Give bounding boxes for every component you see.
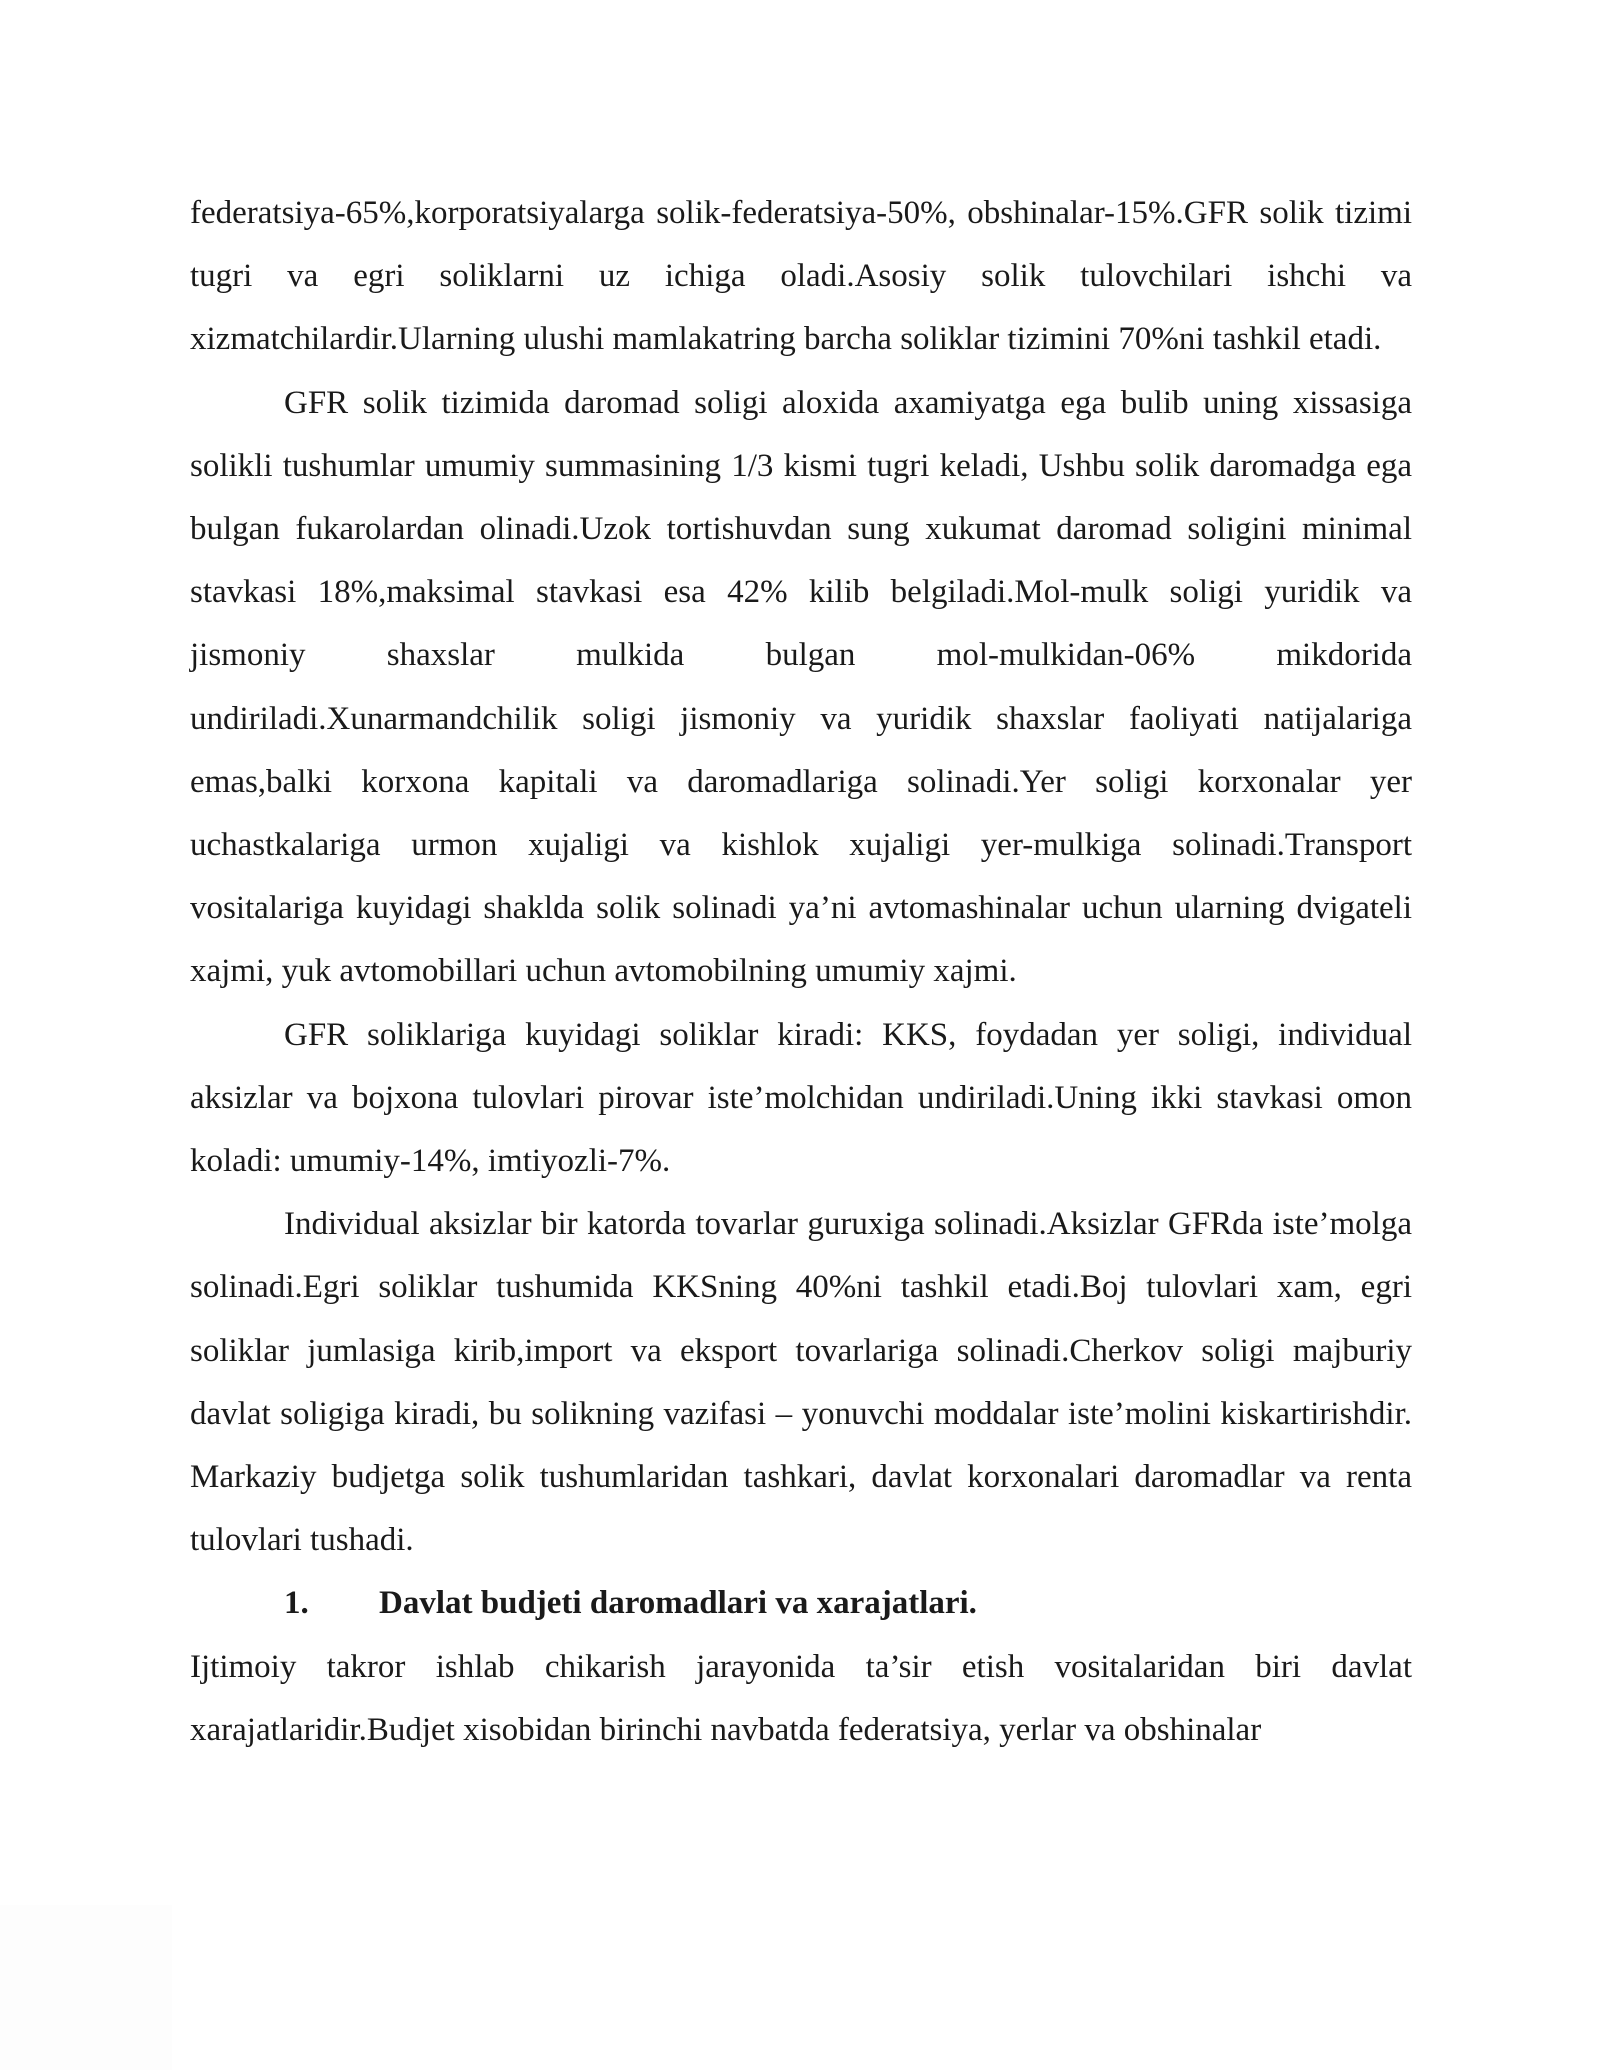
paragraph-closing: Ijtimoiy takror ishlab chikarish jarayonida ta’sir etish vositalaridan biri davlat xarajatlaridir.Budjet xisobidan birinchi navbatda federatsiya, yerlar va obshinalar: [190, 1648, 1412, 1748]
section-number: 1.: [284, 1585, 309, 1622]
page-margin-shade: [0, 1905, 172, 2070]
section-heading: [190, 1572, 1412, 1635]
paragraph-excise: Individual aksizlar bir katorda tovarlar guruxiga solinadi.Aksizlar GFRda iste’molga solinadi.Egri soliklar tushumida KKSning 40%ni tashkil etadi.Boj tulovlari xam, egri soliklar jumlasiga kirib,import va eksport tovarlariga solinadi.Cherkov soligi majburiy davlat soligiga kiradi, bu solikning vazifasi – yonuvchi moddalar iste’molini kiskartirishdir. Markaziy budjetga solik tushumlaridan tashkari, davlat korxonalari daromadlar va renta tulovlari tushadi.: [190, 1206, 1412, 1559]
section-title: Davlat budjeti daromadlari va xarajatlari.: [379, 1585, 977, 1622]
paragraph-income-tax: GFR solik tizimida daromad soligi aloxida axamiyatga ega bulib uning xissasiga solikli tushumlar umumiy summasining 1/3 kismi tugri keladi, Ushbu solik daromadga ega bulgan fukarolardan olinadi.Uzok tortishuvdan sung xukumat daromad soligini minimal stavkasi 18%,maksimal stavkasi esa 42% kilib belgiladi.Mol-mulk soligi yuridik va jismoniy shaxslar mulkida bulgan mol-mulkidan-06% mikdorida undiriladi.Xunarmandchilik soligi jismoniy va yuridik shaxslar faoliyati natijalariga emas,balki korxona kapitali va daromadlariga solinadi.Yer soligi korxonalar yer uchastkalariga urmon xujaligi va kishlok xujaligi yer-mulkiga solinadi.Transport vositalariga kuyidagi shaklda solik solinadi ya’ni avtomashinalar uchun ularning dvigateli xajmi, yuk avtomobillari uchun avtomobilning umumiy xajmi.: [190, 384, 1412, 990]
paragraph-gfr-taxes: GFR soliklariga kuyidagi soliklar kiradi: KKS, foydadan yer soligi, individual aksizlar va bojxona tulovlari pirovar iste’molchidan undiriladi.Uning ikki stavkasi omon koladi: umumiy-14%, imtiyozli-7%.: [190, 1016, 1412, 1180]
paragraph-continued: federatsiya-65%,korporatsiyalarga solik-federatsiya-50%, obshinalar-15%.GFR solik tizimi tugri va egri soliklarni uz ichiga oladi.Asosiy solik tulovchilari ishchi va xizmatchilardir.Ularning ulushi mamlakatring barcha soliklar tizimini 70%ni tashkil etadi.: [190, 195, 1412, 358]
document-body: [190, 182, 1412, 1762]
